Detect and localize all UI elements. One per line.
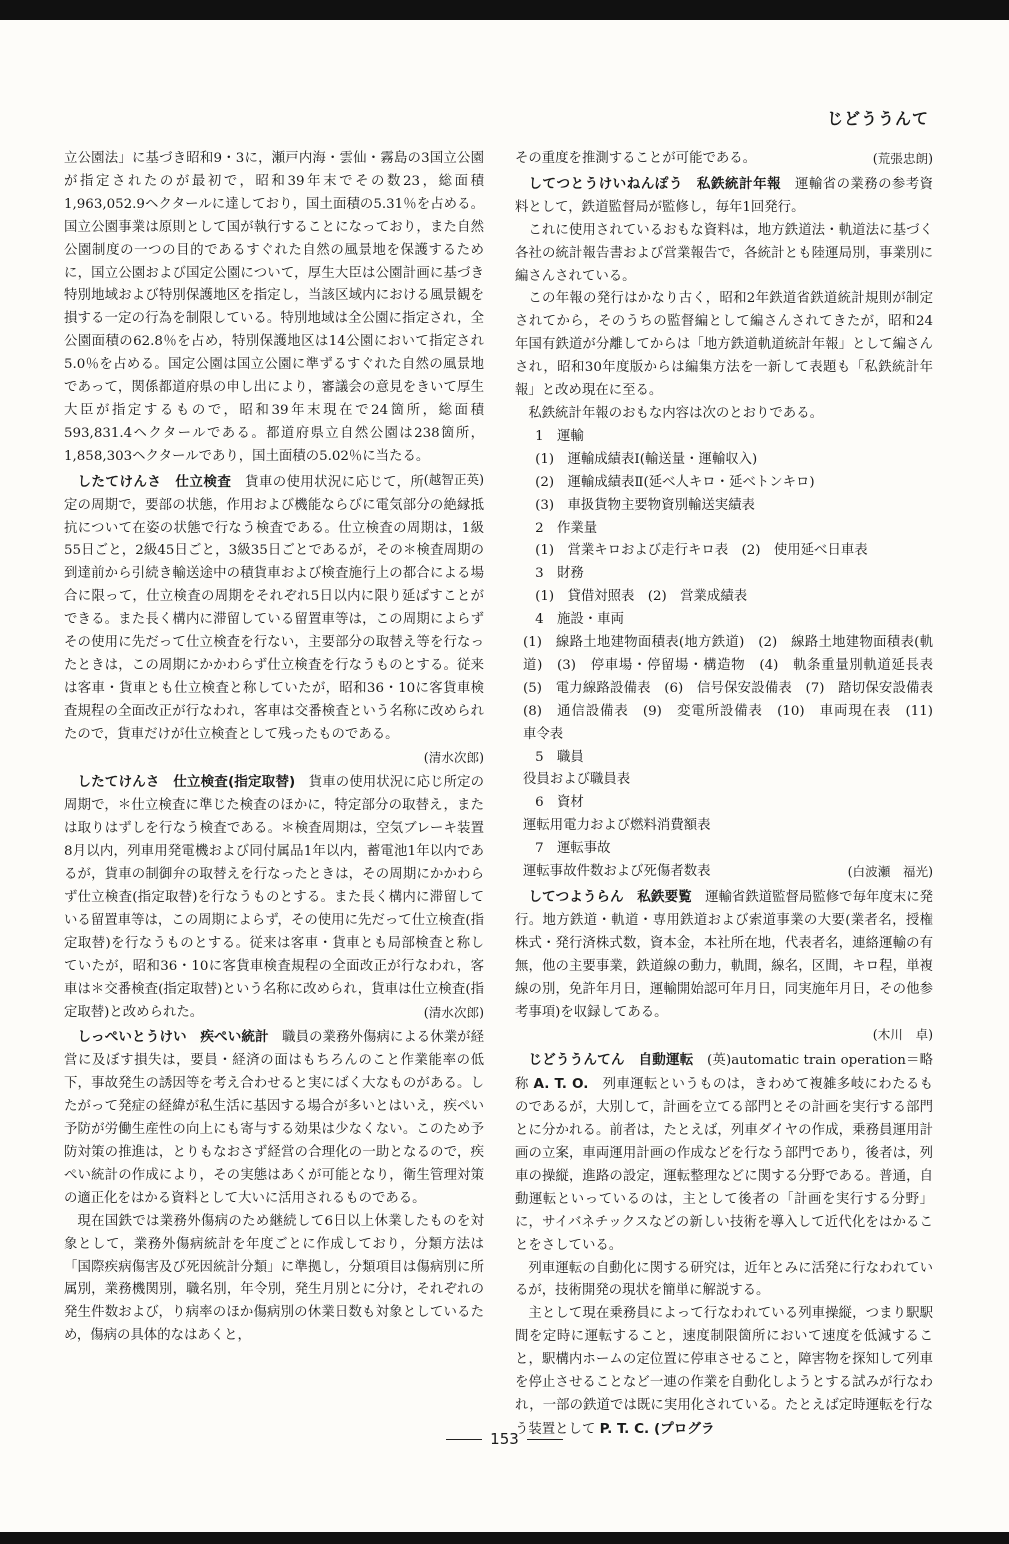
author-signature: (清水次郎): [423, 749, 484, 765]
list-item: (1) 貸借対照表 (2) 営業成績表: [535, 589, 748, 605]
entry-headword: してつとうけいねんぽう 私鉄統計年報: [528, 175, 782, 192]
paragraph: その重度を推測することが可能である。 (荒張忠朗): [515, 148, 933, 171]
dictionary-entry-shitetsu-toukei-nenpou: [515, 173, 933, 220]
list-item: 運転事故件数および死傷者数表 (白波瀬 福光): [515, 861, 933, 884]
abbreviation-term: A. T. O.: [533, 1076, 589, 1093]
entry-headword: したてけんさ 仕立検査: [77, 473, 232, 490]
list-item: (1) 運輸成績表Ⅰ(輸送量・運輸収入): [535, 451, 758, 467]
entry-body: 貨車の使用状況に応じ所定の周期で，＊仕立検査に準じた検査のほかに，特定部分の取替え，または取りはずしを行なう検査である。＊検査周期は，空気ブレーキ装置8月以内，列車用発電機および同付属品1年以内，蓄電池1年以内であるが，貨車の制御弁の取替えを行なったときは，その周期にかかわらず仕立検査(指定取替)を行なうものとする。また長く構内に滞留している留置車等は，この周期によらず，その使用に先だって仕立検査(指定取替)を行なうものとする。従来は客車・貨車とも局部検査と称していたが，昭和36・10に客貨車検査規程の全面改正が行なわれ，客車は＊交番検査(指定取替)という名称に改められ，貨車は仕立検査(指定取替)と改められた。: [64, 775, 484, 1020]
list-item: (3) 車扱貨物主要物資別輸送実績表: [535, 497, 755, 513]
dictionary-entry-shitate-kensa-shitei: [64, 771, 484, 1024]
list-item: 7 運転事故: [535, 841, 611, 857]
list-item: 役員および職員表: [523, 772, 631, 788]
entry-body: 貨車の使用状況に応じて，所定の周期で，要部の状態，作用および機能ならびに電気部分の絶縁抵抗について在姿の状態で行なう検査である。仕立検査の周期は，1級55日ごと，2級45日ごと，3級35日ごとであるが，その＊検査周期の到達前から引続き輸送途中の積貨車および検査施行上の都合による場合に限って，仕立検査の周期をそれぞれ5日以内に限り延ばすことができる。また長く構内に滞留している留置車等は，この周期によらずその使用に先だって仕立検査を行ない，主要部分の取替え等を行なったときは，この周期にかかわらず仕立検査を行なうものとする。従来は客車・貨車とも仕立検査と称していたが，昭和36・10に客貨車検査規程の全面改正が行なわれ，客車は交番検査という名称に改められたので，貨車だけが仕立検査として残ったものである。: [64, 474, 484, 742]
entry-body: 運輸省の業務の参考資料として，鉄道監督局が監修し，毎年1回発行。: [515, 176, 934, 215]
list-item: (1) 線路土地建物面積表(地方鉄道) (2) 線路土地建物面積表(軌道) (3) 停車場・停留場・構造物 (4) 軌条重量別軌道延長表 (5) 電力線路設備表 (6) 信号保安設備表 (7) 踏切保安設備表 (8) 通信設備表 (9) 変電所設備表 (10) 車両現在表 (11) 車令表: [523, 635, 947, 742]
author-signature: (荒張忠朗): [872, 151, 933, 166]
paragraph: 現在国鉄では業務外傷病のため継続して6日以上休業したものを対象として，業務外傷病統計を年度ごとに作成しており，分類方法は「国際疾病傷害及び死因統計分類」に準拠し，分類項目は傷病別に所属別，業務機関別，職名別，年令別，発生月別とに分け，それぞれの発生件数および，り病率のほか傷病別の休業日数も対象としているため，傷病の具体的なはあくと，: [64, 1213, 484, 1344]
paragraph: 主として現在乗務員によって行なわれている列車操縦，つまり駅駅間を定時に運転すること，速度制限箇所において速度を低減すること，駅構内ホームの定位置に停車させること，障害物を探知して列車を停止させることなど一連の作業を自動化しようとする試みが行なわれ，一部の鉄道では既に実用化されている。たとえば定時運転を行なう装置として P. T. C. (プログラ: [515, 1306, 933, 1437]
running-head: じどううんて: [826, 109, 929, 128]
paragraph: この年報の発行はかなり古く，昭和2年鉄道省鉄道統計規則が制定されてから，そのうちの監督編として編さんされてきたが，昭和24年国有鉄道が分離してからは「地方鉄道軌道統計年報」として編さんされ，昭和30年度版からは編集方法を一新して表題も「私鉄統計年報」と改め現在に至る。: [515, 291, 933, 399]
list-item: 3 財務: [535, 566, 584, 582]
author-signature: (木川 卓): [872, 1027, 933, 1043]
list-item: 1 運輸: [535, 428, 584, 444]
dictionary-entry-shitate-kensa: [64, 471, 484, 747]
entry-body: (英)automatic train operation＝略称: [515, 1053, 934, 1093]
page-number: 153: [0, 1430, 1009, 1448]
paragraph: これに使用されているおもな資料は，地方鉄道法・軌道法に基づく各社の統計報告書および営業報告で，各統計とも陸運局別，事業別に編さんされている。: [515, 222, 933, 284]
right-column: [515, 148, 947, 1442]
author-signature: (白波瀬 福光): [847, 864, 933, 880]
author-signature: (清水次郎): [423, 1004, 484, 1020]
entry-headword: しっぺいとうけい 疾ぺい統計: [77, 1029, 269, 1046]
folio-rule-right: [527, 1439, 563, 1440]
list-item: (2) 運輸成績表Ⅱ(延べ人キロ・延べトンキロ): [535, 474, 815, 490]
entry-headword: したてけんさ 仕立検査(指定取替): [77, 774, 296, 791]
folio-rule-left: [446, 1439, 482, 1440]
entry-headword: じどううんてん 自動運転: [528, 1052, 694, 1069]
paragraph: 立公園法」に基づき昭和9・3に，瀬戸内海・雲仙・霧島の3国立公園が指定されたのが最初で，昭和39年末でその数23，総面積1,963,052.9ヘクタールに達しており，国土面積の5.31％を占める。国立公園事業は原則として国が執行することになっており，また自然公園制度の一つの目的であるすぐれた自然の風景地を保護するために，国立公園および国定公園について，厚生大臣は公園計画に基づき特別地域および特別保護地区を指定し，当該区域内における風景観を損する一定の行為を制限している。特別地域は全公園に指定され，全公園面積の62.8％を占め，特別保護地区は14公園において指定され5.0％を占める。国定公園は国立公園に準ずるすぐれた自然の風景地であって，関係都道府県の申し出により，審議会の意見をきいて厚生大臣が指定するもので，昭和39年末現在で24箇所，総面積593,831.4ヘクタールである。都道府県立自然公園は238箇所，1,858,303ヘクタールであり，国土面積の5.02％に当たる。 (越智正英): [64, 148, 484, 469]
paragraph: 私鉄統計年報のおもな内容は次のとおりである。: [528, 405, 823, 421]
entry-body: 列車運転というものは，きわめて複雑多岐にわたるものであるが，大別して，計画を立てる部門とその計画を実行する部門とに分かれる。前者は，たとえば，列車ダイヤの作成，乗務員運用計画の立案，車両運用計画の作成などを行なう部門であり，後者は，列車の操縦，進路の設定，運転整理などに関する分野である。普通，自動運転といっているのは，主として後者の「計画を実行する分野」に，サイバネチックスなどの新しい技術を導入して近代化をはかることをさしている。: [515, 1077, 934, 1253]
abbreviation-term: P. T. C. (プログラ: [599, 1420, 715, 1437]
entry-body: 職員の業務外傷病による休業が経営に及ぼす損失は，要員・経済の面はもちろんのこと作業能率の低下，事故発生の誘因等を考え合わせると実にばく大なものがある。したがって発症の経緯が私生活に基因する場合が多いとはいえ，疾ぺい予防が労働生産性の向上にも寄与する効果は少なくない。このため予防対策の推進は，とりもなおさず経営の合理化の一助となるので，疾ぺい統計の作成により，その実態はあくが可能となり，衛生管理対策の適正化をはかる資料として大いに活用されるものである。: [64, 1030, 485, 1206]
list-item: 2 作業量: [535, 520, 598, 536]
entry-headword: してつようらん 私鉄要覧: [528, 889, 692, 905]
list-item: 6 資材: [535, 795, 584, 811]
dictionary-entry-shitetsu-youran: [515, 886, 933, 1024]
list-item: 運転用電力および燃料消費額表: [523, 818, 711, 834]
paragraph: 列車運転の自動化に関する研究は，近年とみに活発に行なわれているが，技術開発の現状を簡単に解説する。: [515, 1260, 933, 1299]
left-column: [64, 148, 484, 1348]
bottom-border-bar: [0, 1532, 1009, 1544]
top-border-bar: [0, 0, 1009, 20]
dictionary-entry-jidou-unten: [515, 1049, 933, 1257]
entry-body: 運輸省鉄道監督局監修で毎年度末に発行。地方鉄道・軌道・専用鉄道および索道事業の大要(業者名，授権株式・発行済株式数，資本金，本社所在地，代表者名，連絡運輸の有無，他の主要事業，鉄道線の動力，軌間，線名，区間，キロ程，単複線の別，免許年月日，運輸開始認可年月日，同実施年月日，その他参考事項)を収録してある。: [515, 890, 933, 1020]
dictionary-entry-shippei-toukei: [64, 1026, 484, 1210]
author-signature: (越智正英): [423, 471, 484, 487]
list-item: (1) 営業キロおよび走行キロ表 (2) 使用延べ日車表: [535, 543, 868, 559]
list-item: 4 施設・車両: [535, 612, 624, 628]
list-item: 5 職員: [535, 749, 584, 765]
